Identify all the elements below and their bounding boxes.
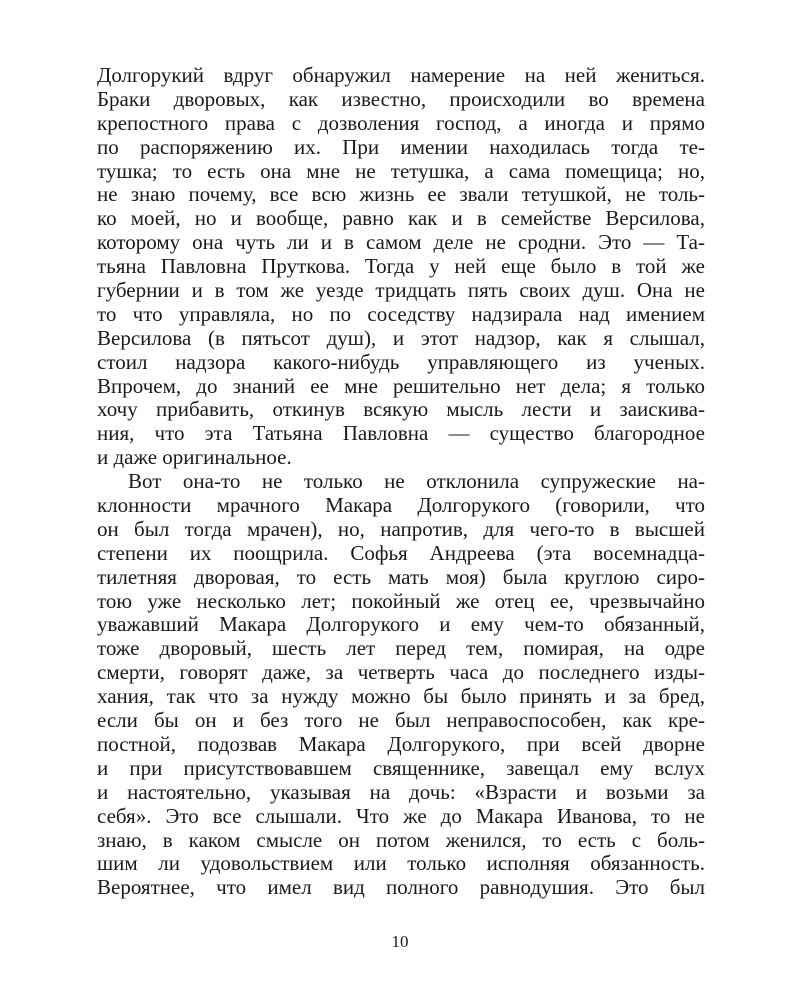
paragraph-2 <box>97 470 705 900</box>
text-line: смерти, говорят даже, за четверть часа до последнего изды- <box>97 661 705 685</box>
text-line: постной, подозвав Макара Долгорукого, при всей дворне <box>97 732 705 756</box>
text-line: и даже оригинальное. <box>97 446 292 470</box>
text-line: тою уже несколько лет; покойный же отец ее, чрезвычайно <box>97 589 705 613</box>
text-line: хания, так что за нужду можно бы было принять и за бред, <box>97 685 705 709</box>
text-line: ко моей, но и вообще, равно как и в семействе Версилова, <box>97 207 705 231</box>
text-line: Браки дворовых, как известно, происходили во времена <box>97 87 705 111</box>
text-line: Вот она-то не только не отклонила супружеские на- <box>128 470 705 494</box>
text-line: не знаю почему, все всю жизнь ее звали тетушкой, не толь- <box>97 183 705 207</box>
text-line: клонности мрачного Макара Долгорукого (говорили, что <box>97 494 705 518</box>
text-line: крепостного права с дозволения господ, а иногда и прямо <box>97 111 705 135</box>
text-line: тоже дворовый, шесть лет перед тем, помирая, на одре <box>97 637 705 661</box>
text-line: Версилова (в пятьсот душ), и этот надзор, как я слышал, <box>97 326 705 350</box>
text-line: уважавший Макара Долгорукого и ему чем-то обязанный, <box>97 613 705 637</box>
text-line: если бы он и без того не был неправоспособен, как кре- <box>97 709 705 733</box>
text-line: хочу прибавить, откинув всякую мысль лести и заискива- <box>97 398 705 422</box>
text-line: тьяна Павловна Пруткова. Тогда у ней еще было в той же <box>97 255 705 279</box>
text-line: он был тогда мрачен), но, напротив, для чего-то в высшей <box>97 517 705 541</box>
text-line: стоил надзора какого-нибудь управляющего из ученых. <box>97 350 705 374</box>
text-line: степени их поощрила. Софья Андреева (эта восемнадца- <box>97 541 705 565</box>
text-line: то что управляла, но по соседству надзирала над имением <box>97 302 705 326</box>
text-line: знаю, в каком смысле он потом женился, то есть с боль- <box>97 828 705 852</box>
text-line: и настоятельно, указывая на дочь: «Взрасти и возьми за <box>97 780 705 804</box>
text-line: Долгорукий вдруг обнаружил намерение на ней жениться. <box>97 64 705 87</box>
text-line: шим ли удовольствием или только исполняя обязанность. <box>97 852 705 876</box>
text-line: которому она чуть ли и в самом деле не сродни. Это — Та- <box>97 231 705 255</box>
text-line: Вероятнее, что имел вид полного равнодушия. Это был <box>97 876 705 900</box>
page-text-block <box>97 64 705 900</box>
text-line: тилетняя дворовая, то есть мать моя) была круглою сиро- <box>97 565 705 589</box>
text-line: тушка; то есть она мне не тетушка, а сама помещица; но, <box>97 159 705 183</box>
text-line: губернии и в том же уезде тридцать пять своих душ. Она не <box>97 279 705 303</box>
text-line: по распоряжению их. При имении находилась тогда те- <box>97 135 705 159</box>
page-number: 10 <box>391 932 409 951</box>
paragraph-1 <box>97 64 705 470</box>
text-line: Впрочем, до знаний ее мне решительно нет дела; я только <box>97 374 705 398</box>
text-line: себя». Это все слышали. Что же до Макара Иванова, то не <box>97 804 705 828</box>
text-line: и при присутствовавшем священнике, завещал ему вслух <box>97 756 705 780</box>
text-line: ния, что эта Татьяна Павловна — существо благородное <box>97 422 705 446</box>
